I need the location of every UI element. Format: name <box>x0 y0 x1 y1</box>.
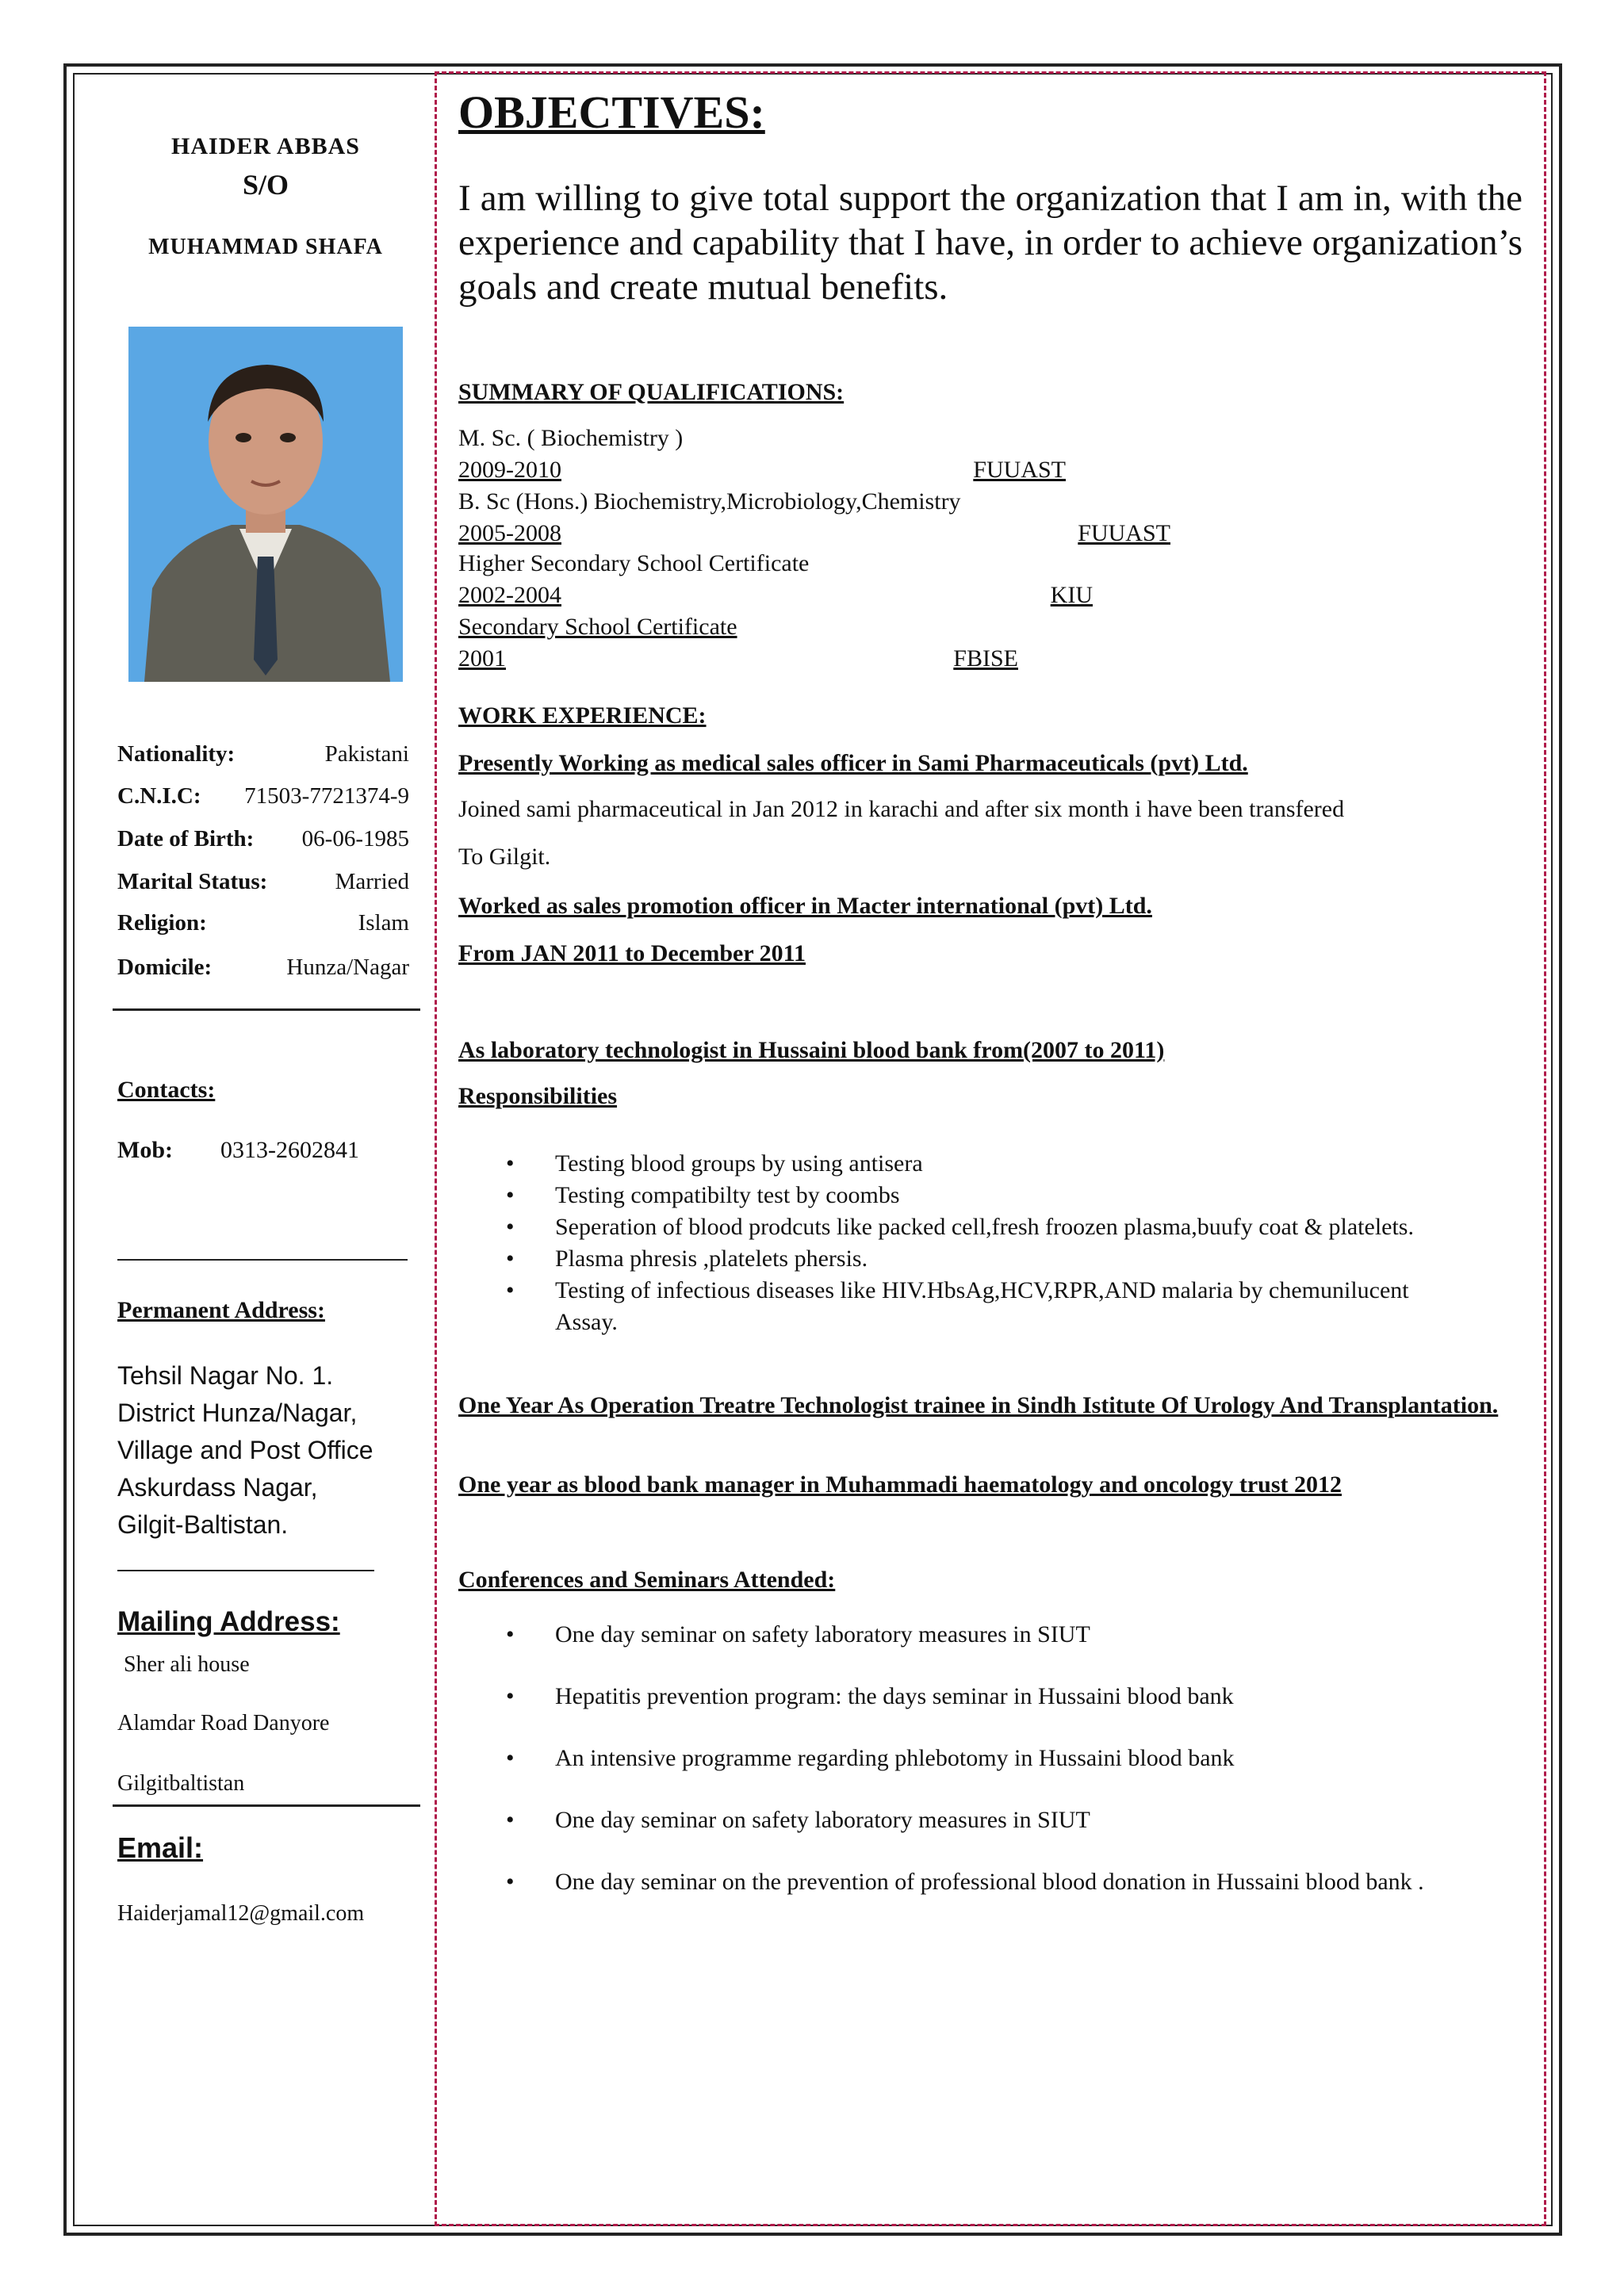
address-line: Tehsil Nagar No. 1. <box>117 1361 334 1390</box>
email-heading: Email: <box>117 1831 204 1864</box>
list-item: • Testing compatibilty test by coombs <box>458 1180 1489 1211</box>
qualification-institute: FBISE <box>953 645 1018 672</box>
religion-label: Religion: <box>117 910 207 936</box>
marital-value: Married <box>335 869 409 894</box>
divider <box>117 1259 408 1261</box>
list-item: • One day seminar on the prevention of professional blood donation in Hussaini blood bank . <box>458 1858 1491 1906</box>
conferences-heading: Conferences and Seminars Attended: <box>458 1567 836 1593</box>
qualification-years: 2005-2008 <box>458 520 561 546</box>
qualification-degree: Higher Secondary School Certificate <box>458 550 810 576</box>
nationality-value: Pakistani <box>324 741 409 767</box>
religion-value: Islam <box>358 910 409 936</box>
mailing-line: Gilgitbaltistan <box>117 1771 245 1796</box>
mailing-line: Sher ali house <box>124 1652 250 1677</box>
qualification-row <box>458 645 1018 672</box>
email-address[interactable]: Haiderjamal12@gmail.com <box>117 1901 365 1926</box>
bullet-icon: • <box>506 1246 515 1272</box>
work-experience-heading: WORK EXPERIENCE: <box>458 702 707 729</box>
objectives-text: I am willing to give total support the organization that I am in, with the experience and capability that I have, in order to achieve organization’s goals and create mutual benefits. <box>458 178 1522 308</box>
qualification-degree: Secondary School Certificate <box>458 614 737 640</box>
bullet-icon: • <box>506 1869 515 1895</box>
present-job: Presently Working as medical sales officer in Sami Pharmaceuticals (pvt) Ltd. <box>458 750 1248 776</box>
present-job-detail: To Gilgit. <box>458 844 551 870</box>
cnic-value: 71503-7721374-9 <box>244 783 409 809</box>
qualification-institute: FUUAST <box>1078 520 1170 546</box>
address-line: District Hunza/Nagar, <box>117 1399 358 1427</box>
list-item: • One day seminar on safety laboratory measures in SIUT <box>458 1611 1521 1659</box>
nationality-label: Nationality: <box>117 741 236 767</box>
marital-row <box>117 869 409 895</box>
bullet-icon: • <box>506 1807 515 1833</box>
macter-job: Worked as sales promotion officer in Macter international (pvt) Ltd. <box>458 893 1152 919</box>
mailing-line: Alamdar Road Danyore <box>117 1711 330 1735</box>
list-item: • Testing of infectious diseases like HIV.HbsAg,HCV,RPR,AND malaria by chemunilucent Assay. <box>458 1275 1451 1338</box>
qualification-institute: KIU <box>1050 582 1093 608</box>
lab-job: As laboratory technologist in Hussaini blood bank from(2007 to 2011) <box>458 1037 1165 1063</box>
profile-photo <box>128 327 403 682</box>
present-job-detail: Joined sami pharmaceutical in Jan 2012 in karachi and after six month i have been transfered <box>458 796 1345 822</box>
portrait-image <box>128 327 403 682</box>
divider <box>117 1570 374 1571</box>
bullet-icon: • <box>506 1621 515 1647</box>
cnic-label: C.N.I.C: <box>117 783 201 809</box>
address-line: Askurdass Nagar, <box>117 1473 318 1502</box>
objectives-title: OBJECTIVES: <box>458 86 765 138</box>
blood-bank-manager-job: One year as blood bank manager in Muhammadi haematology and oncology trust 2012 <box>458 1471 1342 1498</box>
relation-label: S/O <box>242 169 289 201</box>
religion-row <box>117 910 409 936</box>
qualification-row <box>458 457 1066 484</box>
divider <box>113 1804 420 1807</box>
responsibilities-list <box>458 1148 1489 1338</box>
address-line: Gilgit-Baltistan. <box>117 1510 289 1539</box>
qualification-years: 2002-2004 <box>458 582 561 608</box>
domicile-row <box>117 955 409 981</box>
nationality-row <box>117 741 409 767</box>
domicile-value: Hunza/Nagar <box>286 955 409 980</box>
dob-row <box>117 826 409 852</box>
domicile-label: Domicile: <box>117 955 213 980</box>
qualifications-heading: SUMMARY OF QUALIFICATIONS: <box>458 379 845 405</box>
bullet-icon: • <box>506 1277 515 1303</box>
qualification-degree: B. Sc (Hons.) Biochemistry,Microbiology,Chemistry <box>458 488 961 515</box>
macter-period: From JAN 2011 to December 2011 <box>458 940 806 966</box>
bullet-icon: • <box>506 1745 515 1771</box>
permanent-address-heading: Permanent Address: <box>117 1297 325 1323</box>
list-item: • One day seminar on safety laboratory measures in SIUT <box>458 1797 1521 1844</box>
divider <box>113 1008 420 1011</box>
cnic-row <box>117 783 409 809</box>
qualification-institute: FUUAST <box>973 457 1066 483</box>
mobile-label: Mob: <box>117 1137 173 1163</box>
list-item: • Testing blood groups by using antisera <box>458 1148 1489 1180</box>
qualification-years: 2001 <box>458 645 506 672</box>
bullet-icon: • <box>506 1214 515 1240</box>
responsibilities-heading: Responsibilities <box>458 1083 618 1109</box>
bullet-icon: • <box>506 1182 515 1208</box>
qualification-degree: M. Sc. ( Biochemistry ) <box>458 425 684 451</box>
address-line: Village and Post Office <box>117 1436 373 1464</box>
list-item: • Hepatitis prevention program: the days seminar in Hussaini blood bank <box>458 1673 1521 1720</box>
qualification-row <box>458 520 1170 547</box>
marital-label: Marital Status: <box>117 869 268 894</box>
ot-job: One Year As Operation Treatre Technologist trainee in Sindh Istitute Of Urology And Transplantation. <box>458 1392 1499 1418</box>
list-item: • Seperation of blood prodcuts like packed cell,fresh froozen plasma,buufy coat & platelets. <box>458 1211 1451 1243</box>
qualification-years: 2009-2010 <box>458 457 561 483</box>
candidate-name: HAIDER ABBAS <box>171 133 360 159</box>
bullet-icon: • <box>506 1150 515 1177</box>
dob-label: Date of Birth: <box>117 826 255 851</box>
conferences-list <box>458 1611 1521 1906</box>
mobile-number: 0313-2602841 <box>220 1137 359 1163</box>
dob-value: 06-06-1985 <box>301 826 409 851</box>
contacts-heading: Contacts: <box>117 1077 216 1103</box>
permanent-address <box>117 1357 373 1544</box>
bullet-icon: • <box>506 1683 515 1709</box>
list-item: • An intensive programme regarding phlebotomy in Hussaini blood bank <box>458 1735 1521 1782</box>
father-name: MUHAMMAD SHAFA <box>148 235 383 259</box>
mailing-address-heading: Mailing Address: <box>117 1606 340 1637</box>
list-item: • Plasma phresis ,platelets phersis. <box>458 1243 1489 1275</box>
qualification-row <box>458 582 1093 609</box>
